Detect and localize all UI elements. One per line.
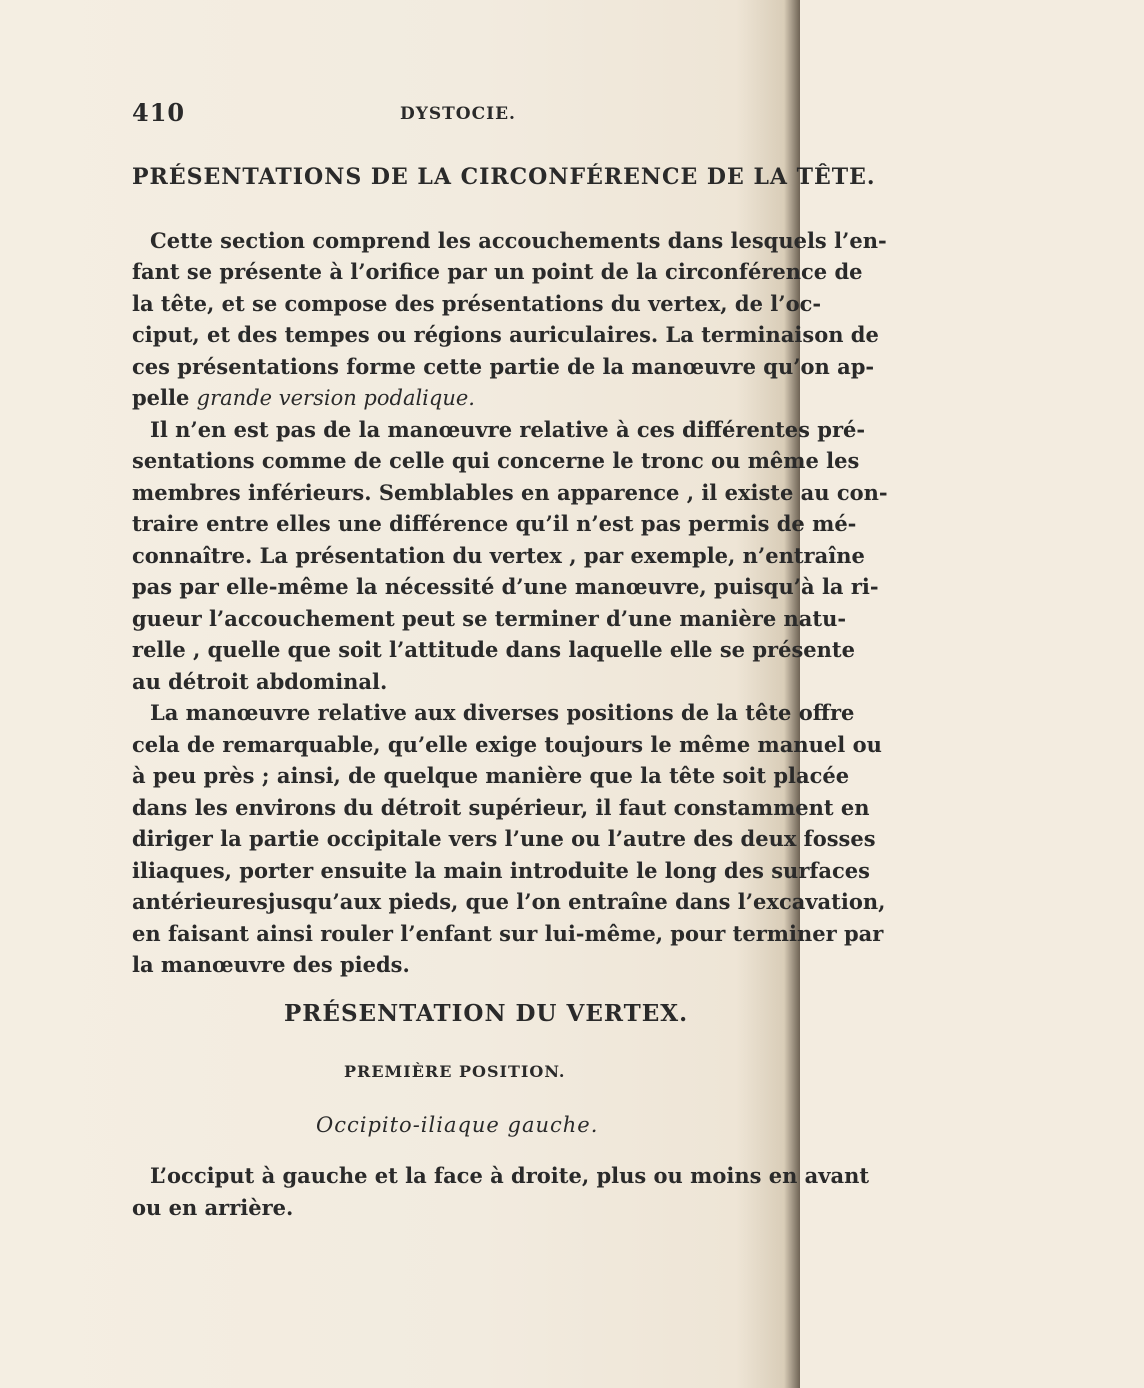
text-line: cela de remarquable, qu’elle exige toujours le même manuel ou	[132, 732, 882, 757]
text-line: antérieuresjusqu’aux pieds, que l’on entraîne dans l’excavation,	[132, 889, 886, 914]
text-line: ou en arrière.	[132, 1195, 294, 1220]
running-head: DYSTOCIE.	[400, 104, 516, 124]
text-line: connaître. La présentation du vertex , par exemple, n’entraîne	[132, 543, 865, 568]
position-name: Occipito-iliaque gauche.	[316, 1113, 599, 1137]
text-line: membres inférieurs. Semblables en apparence , il existe au con-	[132, 480, 888, 505]
text-line: dans les environs du détroit supérieur, il faut constamment en	[132, 795, 870, 820]
text-line: Il n’en est pas de la manœuvre relative à ces différentes pré-	[150, 417, 866, 442]
page-number: 410	[132, 98, 186, 127]
position-heading: PREMIÈRE POSITION.	[344, 1062, 566, 1081]
text-line: pas par elle-même la nécessité d’une manœuvre, puisqu’à la ri-	[132, 574, 879, 599]
text-line: la manœuvre des pieds.	[132, 952, 410, 977]
text-line: iliaques, porter ensuite la main introduite le long des surfaces	[132, 858, 870, 883]
text-line: Cette section comprend les accouchements dans lesquels l’en-	[150, 228, 887, 253]
section-title: PRÉSENTATIONS DE LA CIRCONFÉRENCE DE LA TÊTE.	[132, 164, 876, 190]
text-line: sentations comme de celle qui concerne le tronc ou même les	[132, 448, 860, 473]
text-line: relle , quelle que soit l’attitude dans laquelle elle se présente	[132, 637, 855, 662]
text-line: traire entre elles une différence qu’il n’est pas permis de mé-	[132, 511, 857, 536]
subsection-title: PRÉSENTATION DU VERTEX.	[284, 1000, 689, 1027]
text-line: en faisant ainsi rouler l’enfant sur lui-même, pour terminer par	[132, 921, 884, 946]
text-line: à peu près ; ainsi, de quelque manière que la tête soit placée	[132, 763, 850, 788]
italic-term: grande version podalique.	[196, 386, 475, 410]
text-line: ces présentations forme cette partie de la manœuvre qu’on ap-	[132, 354, 875, 379]
text-line: la tête, et se compose des présentations du vertex, de l’oc-	[132, 291, 822, 316]
text-line: L’occiput à gauche et la face à droite, plus ou moins en avant	[150, 1163, 870, 1188]
text-line: ciput, et des tempes ou régions auriculaires. La terminaison de	[132, 322, 879, 347]
text-line: La manœuvre relative aux diverses positions de la tête offre	[150, 700, 855, 725]
text-span: pelle	[132, 385, 197, 410]
text-line	[132, 387, 754, 409]
text-line: fant se présente à l’orifice par un point de la circonférence de	[132, 259, 863, 284]
text-line: au détroit abdominal.	[132, 669, 388, 694]
text-line: diriger la partie occipitale vers l’une ou l’autre des deux fosses	[132, 826, 876, 851]
text-line: gueur l’accouchement peut se terminer d’une manière natu-	[132, 606, 847, 631]
